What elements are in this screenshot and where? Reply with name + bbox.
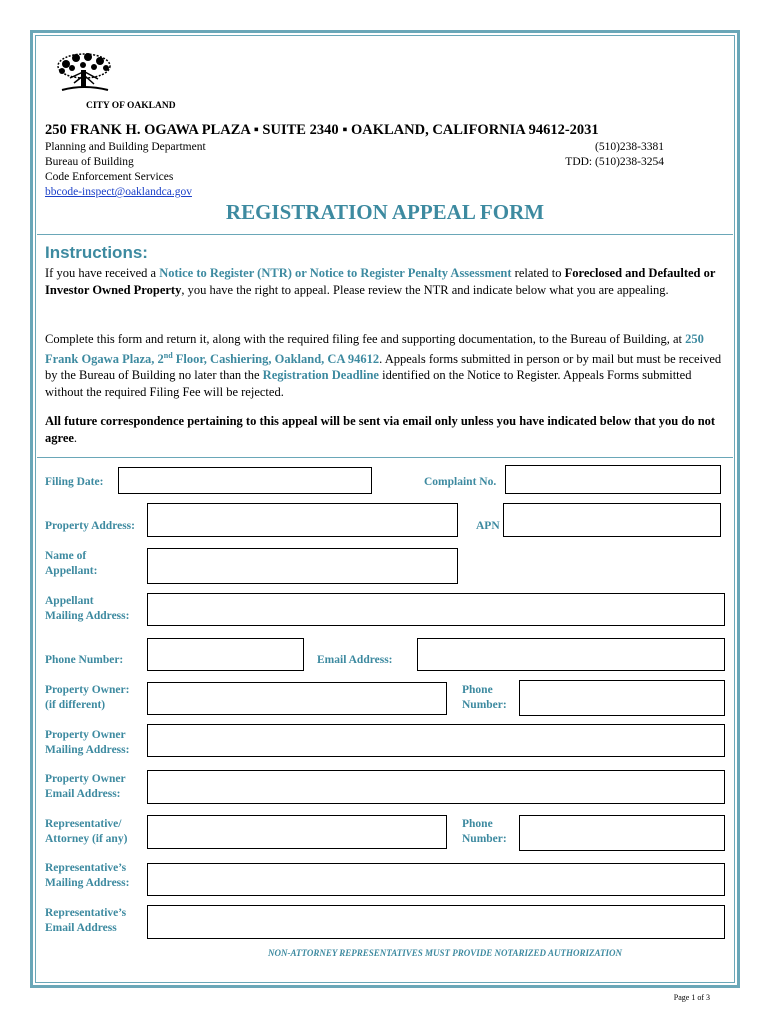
rep-mailing-label: Representative’s Mailing Address: <box>45 862 130 889</box>
rep-email-field[interactable] <box>147 905 725 939</box>
owner-phone-label: Phone Number: <box>462 684 507 711</box>
email-address-field[interactable] <box>417 638 725 671</box>
rep-mailing-field[interactable] <box>147 863 725 896</box>
rep-phone-field[interactable] <box>519 815 725 851</box>
notarization-notice: NON-ATTORNEY REPRESENTATIVES MUST PROVIDE NOTARIZED AUTHORIZATION <box>268 948 622 958</box>
owner-phone-field[interactable] <box>519 680 725 716</box>
phone-number-label: Phone Number: <box>45 654 124 666</box>
complaint-no-field[interactable] <box>505 465 721 494</box>
filing-date-field[interactable] <box>118 467 372 494</box>
owner-email-field[interactable] <box>147 770 725 804</box>
department-block <box>45 140 206 200</box>
dept-line: Code Enforcement Services <box>45 171 174 183</box>
owner-mailing-field[interactable] <box>147 724 725 757</box>
representative-field[interactable] <box>147 815 447 849</box>
filing-date-label: Filing Date: <box>45 476 104 488</box>
apn-field[interactable] <box>503 503 721 537</box>
rep-email-label: Representative’s Email Address <box>45 907 127 934</box>
phone-number-field[interactable] <box>147 638 304 671</box>
dept-line: Bureau of Building <box>45 156 134 168</box>
appellant-name-field[interactable] <box>147 548 458 584</box>
instructions-paragraph-3: All future correspondence pertaining to this appeal will be sent via email only unless you have indicated below that you do not agree. <box>45 414 716 445</box>
owner-mailing-label: Property Owner Mailing Address: <box>45 729 130 756</box>
office-address: 250 FRANK H. OGAWA PLAZA ▪ SUITE 2340 ▪ OAKLAND, CALIFORNIA 94612-2031 <box>45 122 599 138</box>
representative-label: Representative/ Attorney (if any) <box>45 818 128 845</box>
appellant-mailing-label: Appellant Mailing Address: <box>45 595 130 622</box>
property-owner-field[interactable] <box>147 682 447 715</box>
divider <box>37 457 733 458</box>
property-owner-label: Property Owner: (if different) <box>45 684 130 711</box>
instructions-paragraph-1: If you have received a Notice to Register (NTR) or Notice to Register Penalty Assessment related to Foreclosed and Defaulted or Investor Owned Property, you have the right to appeal. Please review the NTR and indicate below what you are appealing. <box>45 266 716 297</box>
instructions-paragraph-2: Complete this form and return it, along with the required filing fee and supporting documentation, to the Bureau of Building, at 250 Frank Ogawa Plaza, 2nd Floor, Cashiering, Oakland, CA 94612. Appeals forms submitted in person or by mail but must be received by the Bureau of Building no later than the Registration Deadline identified on the Notice to Register. Appeals Forms submitted without the required Filing Fee will be rejected. <box>45 332 722 399</box>
phone-number: (510)238-3381 <box>595 141 664 153</box>
page-number: Page 1 of 3 <box>673 993 710 1002</box>
oak-tree-logo-icon <box>52 50 116 94</box>
tdd-number: TDD: (510)238-3254 <box>565 156 664 168</box>
owner-email-label: Property Owner Email Address: <box>45 773 126 800</box>
divider <box>37 234 733 235</box>
form-title: REGISTRATION APPEAL FORM <box>225 200 545 224</box>
email-address-label: Email Address: <box>317 654 393 666</box>
rep-phone-label: Phone Number: <box>462 818 507 845</box>
appellant-mailing-field[interactable] <box>147 593 725 626</box>
property-address-label: Property Address: <box>45 520 135 532</box>
email-link[interactable]: bbcode-inspect@oaklandca.gov <box>45 186 192 198</box>
city-name: CITY OF OAKLAND <box>86 101 176 111</box>
property-address-field[interactable] <box>147 503 458 537</box>
dept-line: Planning and Building Department <box>45 141 206 153</box>
appellant-name-label: Name of Appellant: <box>45 550 98 577</box>
apn-label: APN <box>476 520 500 532</box>
instructions-heading: Instructions: <box>45 243 148 262</box>
phone-block <box>565 140 664 170</box>
complaint-no-label: Complaint No. <box>424 476 497 488</box>
